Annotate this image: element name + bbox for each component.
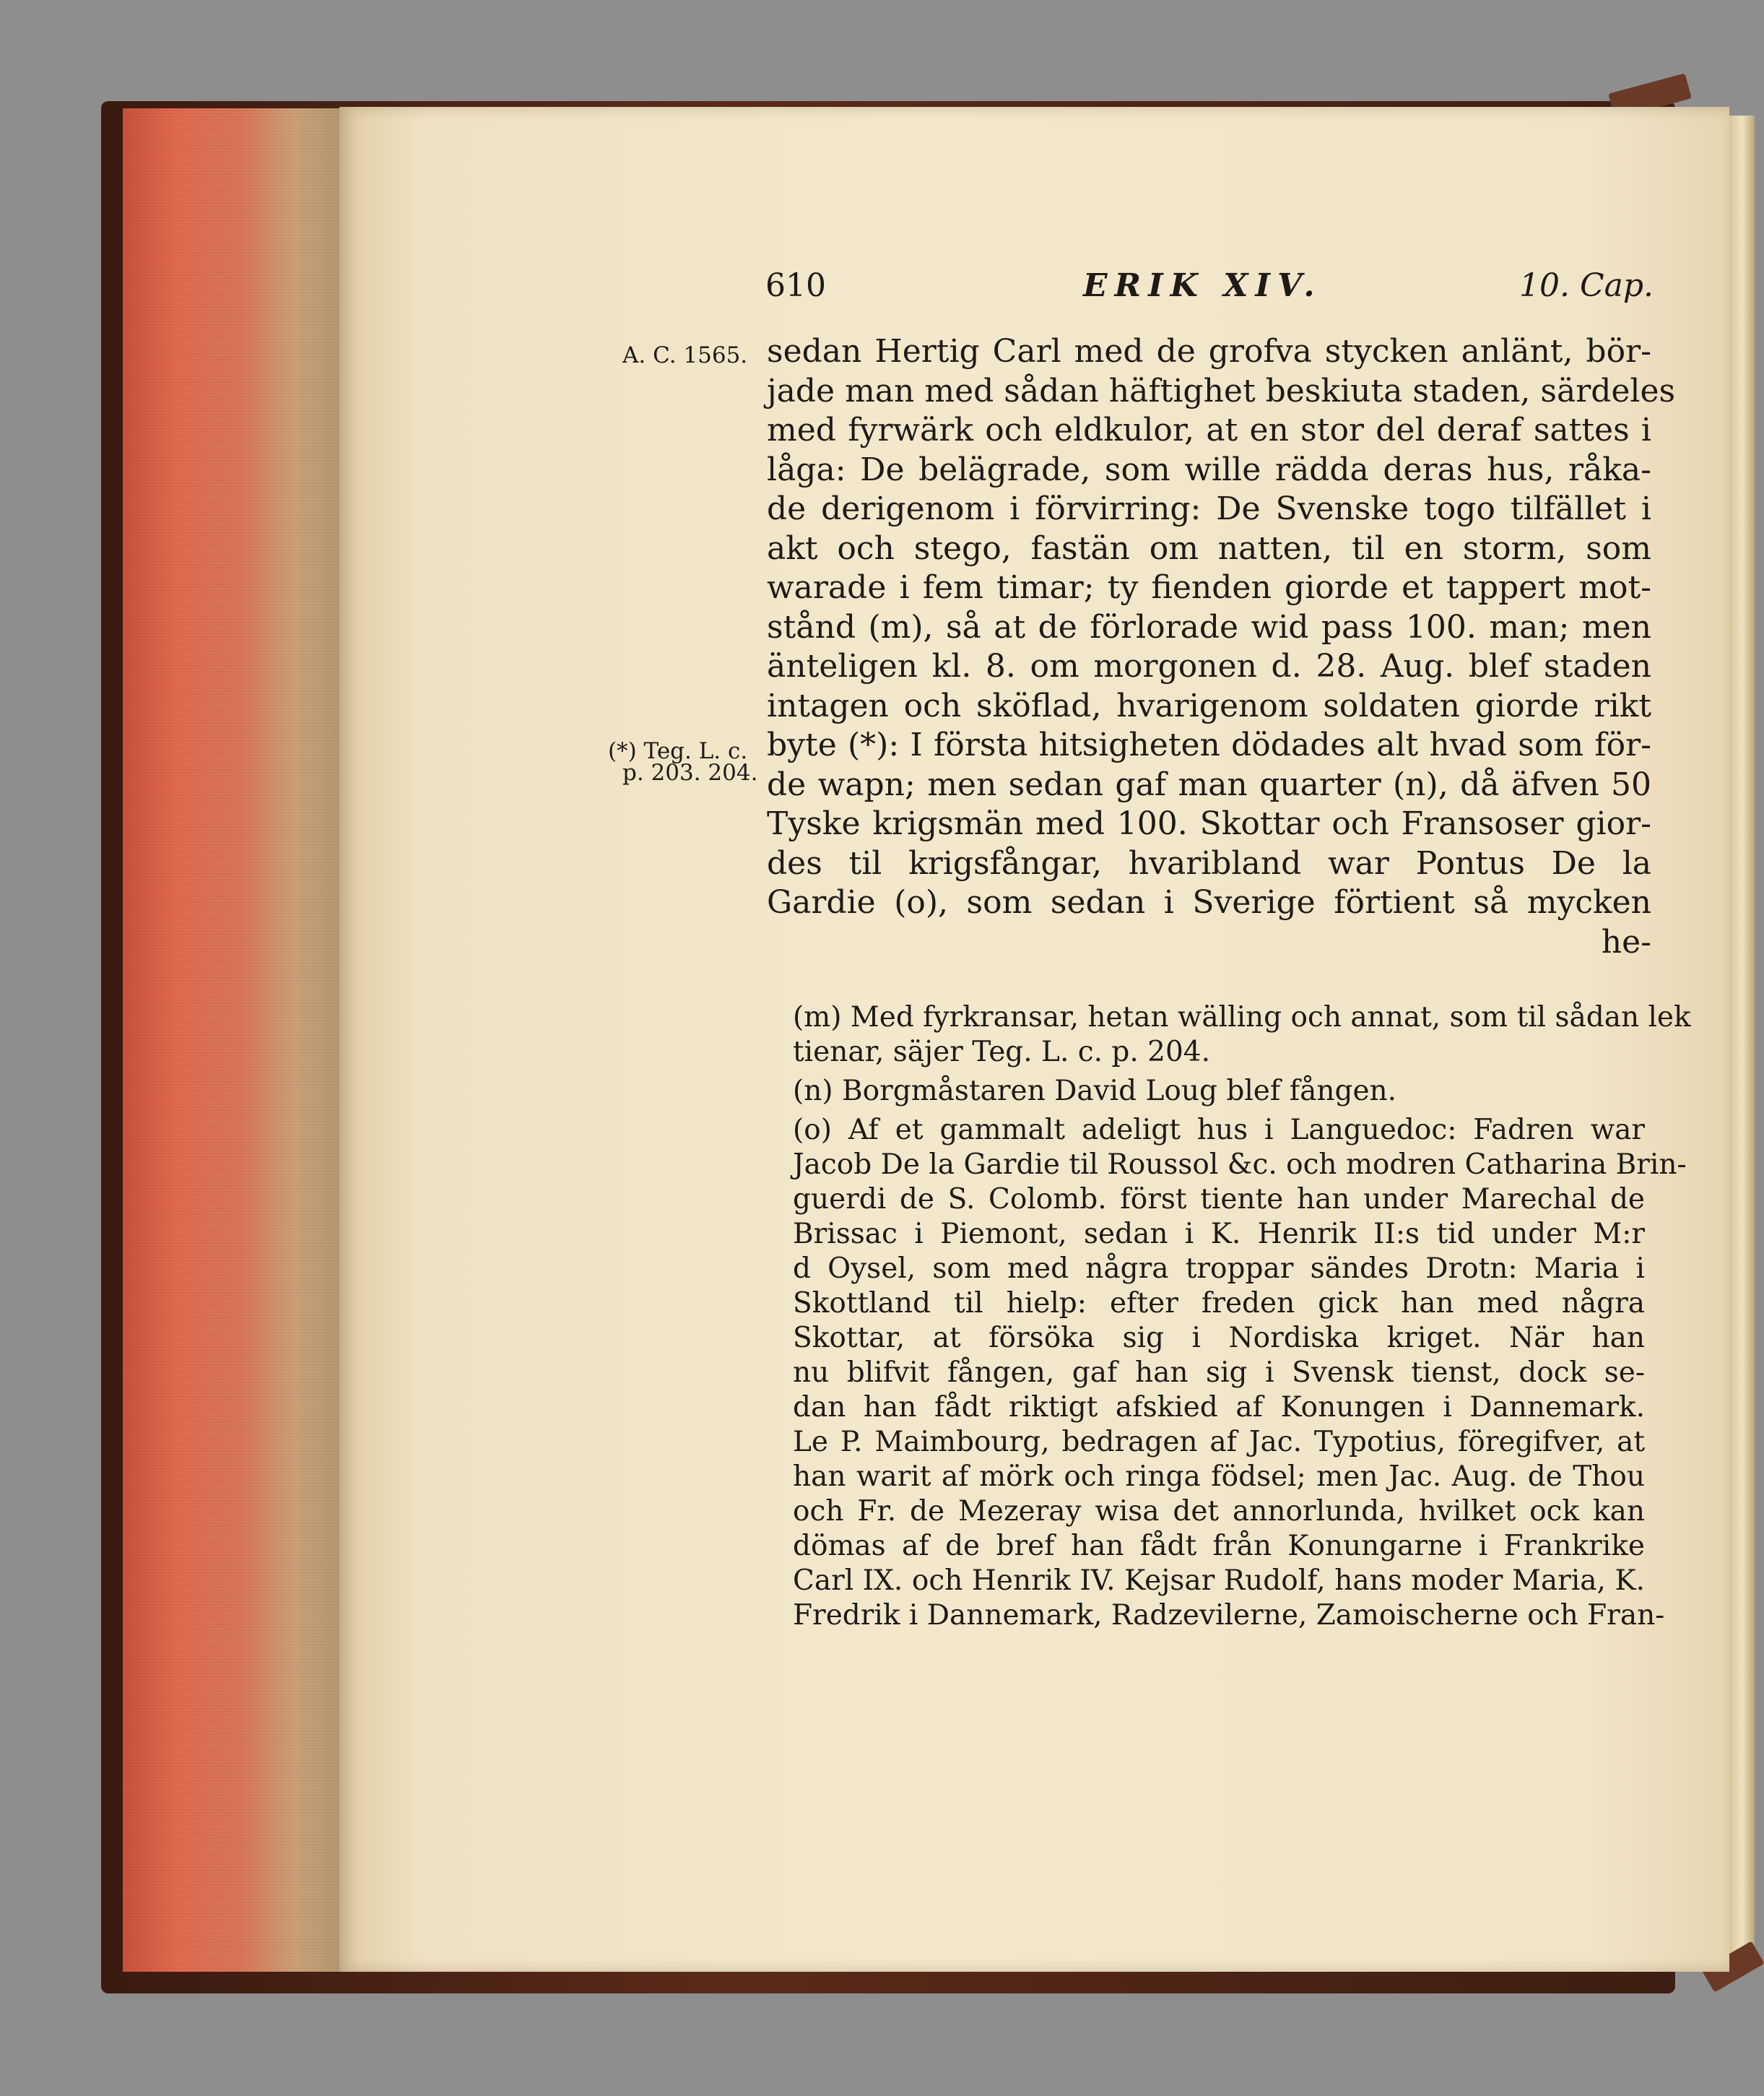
body-line: änteligen kl. 8. om morgonen d. 28. Aug. blef staden bbox=[767, 648, 1651, 685]
body-line: akt och stego, fastän om natten, til en storm, som bbox=[767, 529, 1651, 567]
footnote-o bbox=[793, 1113, 1687, 1633]
facing-page-edge bbox=[1729, 116, 1755, 1965]
footnote-line: Fredrik i Dannemark, Radzevilerne, Zamoischerne och Fran- bbox=[793, 1599, 1665, 1632]
body-line-catchword: he- bbox=[1601, 923, 1651, 961]
chapter-label: 10. Cap. bbox=[1518, 267, 1654, 304]
body-line: med fyrwärk och eldkulor, at en stor del deraf sattes i bbox=[767, 412, 1651, 449]
footnote-line: (n) Borgmåstaren David Loug blef fången. bbox=[793, 1075, 1397, 1107]
footnote-line: (o) Af et gammalt adeligt hus i Languedoc: Fadren war bbox=[793, 1114, 1645, 1146]
footnote-m bbox=[793, 1000, 1691, 1070]
footnote-line: nu blifvit fången, gaf han sig i Svensk tienst, dock se- bbox=[793, 1356, 1645, 1389]
footnote-line: Jacob De la Gardie til Roussol &c. och modren Catharina Brin- bbox=[793, 1148, 1687, 1181]
footnote-line: Skottar, at försöka sig i Nordiska kriget. När han bbox=[793, 1322, 1645, 1354]
body-text bbox=[767, 332, 1676, 962]
footnote-line: och Fr. de Mezeray wisa det annorlunda, hvilket ock kan bbox=[793, 1495, 1645, 1528]
footnote-n bbox=[793, 1074, 1645, 1109]
margin-reference-pages: p. 203. 204. bbox=[622, 760, 758, 786]
page-edges bbox=[123, 108, 339, 1972]
footnote-line: dan han fådt riktigt afskied af Konungen i Dannemark. bbox=[793, 1391, 1645, 1424]
body-line: jade man med sådan häftighet beskiuta staden, särdeles bbox=[767, 372, 1676, 410]
running-header bbox=[765, 267, 1654, 311]
footnote-line: Skottland til hielp: efter freden gick han med några bbox=[793, 1287, 1645, 1320]
footnote-line: han warit af mörk och ringa födsel; men Jac. Aug. de Thou bbox=[793, 1460, 1645, 1493]
body-line: stånd (m), så at de förlorade wid pass 100. man; men bbox=[767, 608, 1651, 646]
body-line: Gardie (o), som sedan i Sverige förtient så mycken bbox=[767, 884, 1651, 921]
running-title: ERIK XIV. bbox=[1083, 267, 1322, 304]
margin-reference: (*) Teg. L. c. bbox=[608, 738, 748, 764]
page-number: 610 bbox=[765, 267, 826, 304]
body-line: de wapn; men sedan gaf man quarter (n), då äfven 50 bbox=[767, 766, 1651, 803]
footnote-line: tienar, säjer Teg. L. c. p. 204. bbox=[793, 1036, 1210, 1068]
body-line: warade i fem timar; ty fienden giorde et tappert mot- bbox=[767, 569, 1651, 606]
footnote-line: Brissac i Piemont, sedan i K. Henrik II:s tid under M:r bbox=[793, 1218, 1645, 1250]
body-line: intagen och sköflad, hvarigenom soldaten giorde rikt bbox=[767, 687, 1651, 724]
footnote-line: Le P. Maimbourg, bedragen af Jac. Typotius, föregifver, at bbox=[793, 1426, 1645, 1458]
footnote-line: guerdi de S. Colomb. först tiente han under Marechal de bbox=[793, 1183, 1645, 1216]
body-line: byte (*): I första hitsigheten dödades alt hvad som för- bbox=[767, 727, 1651, 763]
body-line: sedan Hertig Carl med de grofva stycken anlänt, bör- bbox=[767, 333, 1651, 370]
body-line: de derigenom i förvirring: De Svenske togo tilfället i bbox=[767, 490, 1651, 527]
footnote-line: Carl IX. och Henrik IV. Kejsar Rudolf, hans moder Maria, K. bbox=[793, 1564, 1645, 1597]
body-line: Tyske krigsmän med 100. Skottar och Fransoser gior- bbox=[767, 805, 1651, 842]
body-line: låga: De belägrade, som wille rädda deras hus, råka- bbox=[767, 451, 1651, 488]
footnote-line: dömas af de bref han fådt från Konungarne i Frankrike bbox=[793, 1530, 1645, 1562]
margin-year: A. C. 1565. bbox=[622, 342, 748, 368]
footnote-line: (m) Med fyrkransar, hetan wälling och annat, som til sådan lek bbox=[793, 1001, 1691, 1034]
footnotes bbox=[793, 1000, 1691, 1637]
footnote-line: d Oysel, som med några troppar sändes Drotn: Maria i bbox=[793, 1252, 1645, 1285]
body-line: des til krigsfångar, hvaribland war Pontus De la bbox=[767, 844, 1651, 882]
